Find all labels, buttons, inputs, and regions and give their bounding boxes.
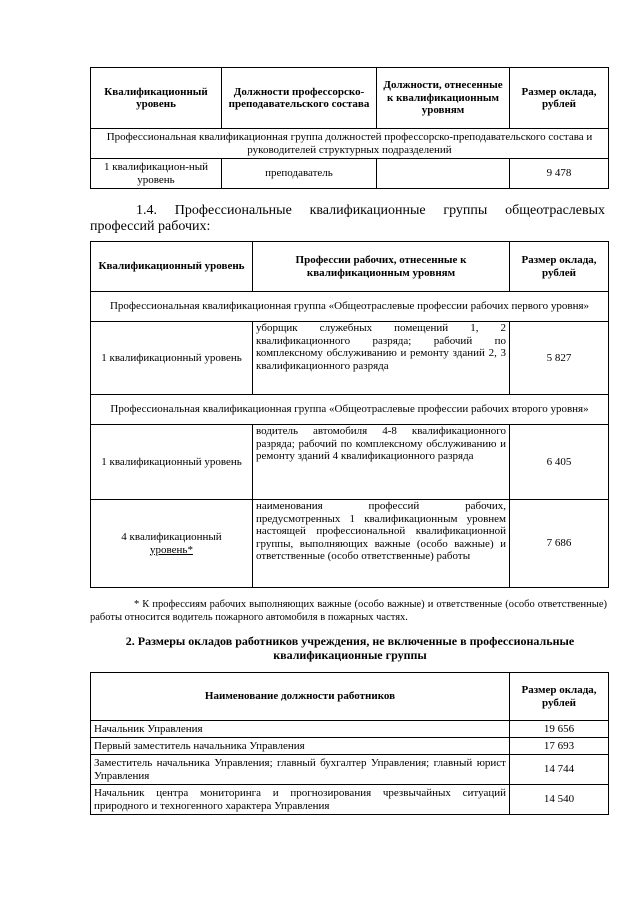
assigned-position-cell: [377, 159, 510, 189]
header-qualification-level: Квалификационный уровень: [91, 68, 222, 129]
header-salary: Размер оклада, рублей: [510, 68, 609, 129]
header-qualification-level: Квалификационный уровень: [91, 242, 253, 292]
group-title: Профессиональная квалификационная группа должностей профессорско-преподавательского состава и руководителей структурных подразделений: [91, 129, 609, 159]
header-position-name: Наименование должности работников: [91, 673, 510, 721]
header-faculty-positions: Должности профессорско-преподавательского состава: [222, 68, 377, 129]
position-cell: преподаватель: [222, 159, 377, 189]
group-second-level-title: Профессиональная квалификационная группа «Общеотраслевые профессии рабочих второго уровня»: [91, 395, 609, 425]
level-cell: 1 квалификационный уровень: [91, 425, 253, 500]
section-1-4-heading: 1.4. Профессиональные квалификационные группы общеотраслевых профессий рабочих:: [90, 203, 605, 234]
position-name-cell: Начальник центра мониторинга и прогнозирования чрезвычайных ситуаций природного и техногенного характера Управления: [91, 785, 510, 815]
level-cell: [91, 500, 253, 588]
salary-cell: 19 656: [510, 721, 609, 738]
header-salary: Размер оклада, рублей: [510, 673, 609, 721]
salary-cell: 9 478: [510, 159, 609, 189]
professors-salary-table: [90, 67, 609, 189]
header-salary: Размер оклада, рублей: [510, 242, 609, 292]
level-cell: 1 квалификационный уровень: [91, 322, 253, 395]
salary-cell: 6 405: [510, 425, 609, 500]
salary-cell: 14 540: [510, 785, 609, 815]
salary-cell: 14 744: [510, 755, 609, 785]
professions-cell: водитель автомобиля 4-8 квалификационного разряда; рабочий по комплексному обслуживанию и ремонту зданий 4 квалификационного разряда: [253, 425, 510, 500]
workers-salary-table: [90, 241, 609, 588]
position-name-cell: Заместитель начальника Управления; главный бухгалтер Управления; главный юрист Управления: [91, 755, 510, 785]
salary-cell: 7 686: [510, 500, 609, 588]
position-name-cell: Начальник Управления: [91, 721, 510, 738]
staff-salary-table: [90, 672, 609, 815]
level-cell: 1 квалификацион-ный уровень: [91, 159, 222, 189]
section-2-heading: 2. Размеры окладов работников учреждения, не включенные в профессиональные квалификационные группы: [125, 634, 575, 662]
position-name-cell: Первый заместитель начальника Управления: [91, 738, 510, 755]
salary-cell: 5 827: [510, 322, 609, 395]
professions-cell: наименования профессий рабочих, предусмотренных 1 квалификационным уровнем настоящей профессиональной квалификационной группы, выполняющих важные (особо важные) и ответственные (особо ответственные) работы: [253, 500, 510, 588]
header-assigned-positions: Должности, отнесенные к квалификационным уровням: [377, 68, 510, 129]
level-footnote-ref: уровень*: [150, 543, 193, 556]
header-worker-professions: Профессии рабочих, отнесенные к квалификационным уровням: [253, 242, 510, 292]
salary-cell: 17 693: [510, 738, 609, 755]
group-first-level-title: Профессиональная квалификационная группа «Общеотраслевые профессии рабочих первого уровня»: [91, 292, 609, 322]
level-text: 4 квалификационный: [121, 531, 222, 543]
footnote: * К профессиям рабочих выполняющих важные (особо важные) и ответственные (особо ответственные) работы относится водитель пожарного автомобиля в пожарных частях.: [90, 599, 607, 623]
professions-cell: уборщик служебных помещений 1, 2 квалификационного разряда; рабочий по комплексному обслуживанию и ремонту зданий 2, 3 квалификационного разряда: [253, 322, 510, 395]
